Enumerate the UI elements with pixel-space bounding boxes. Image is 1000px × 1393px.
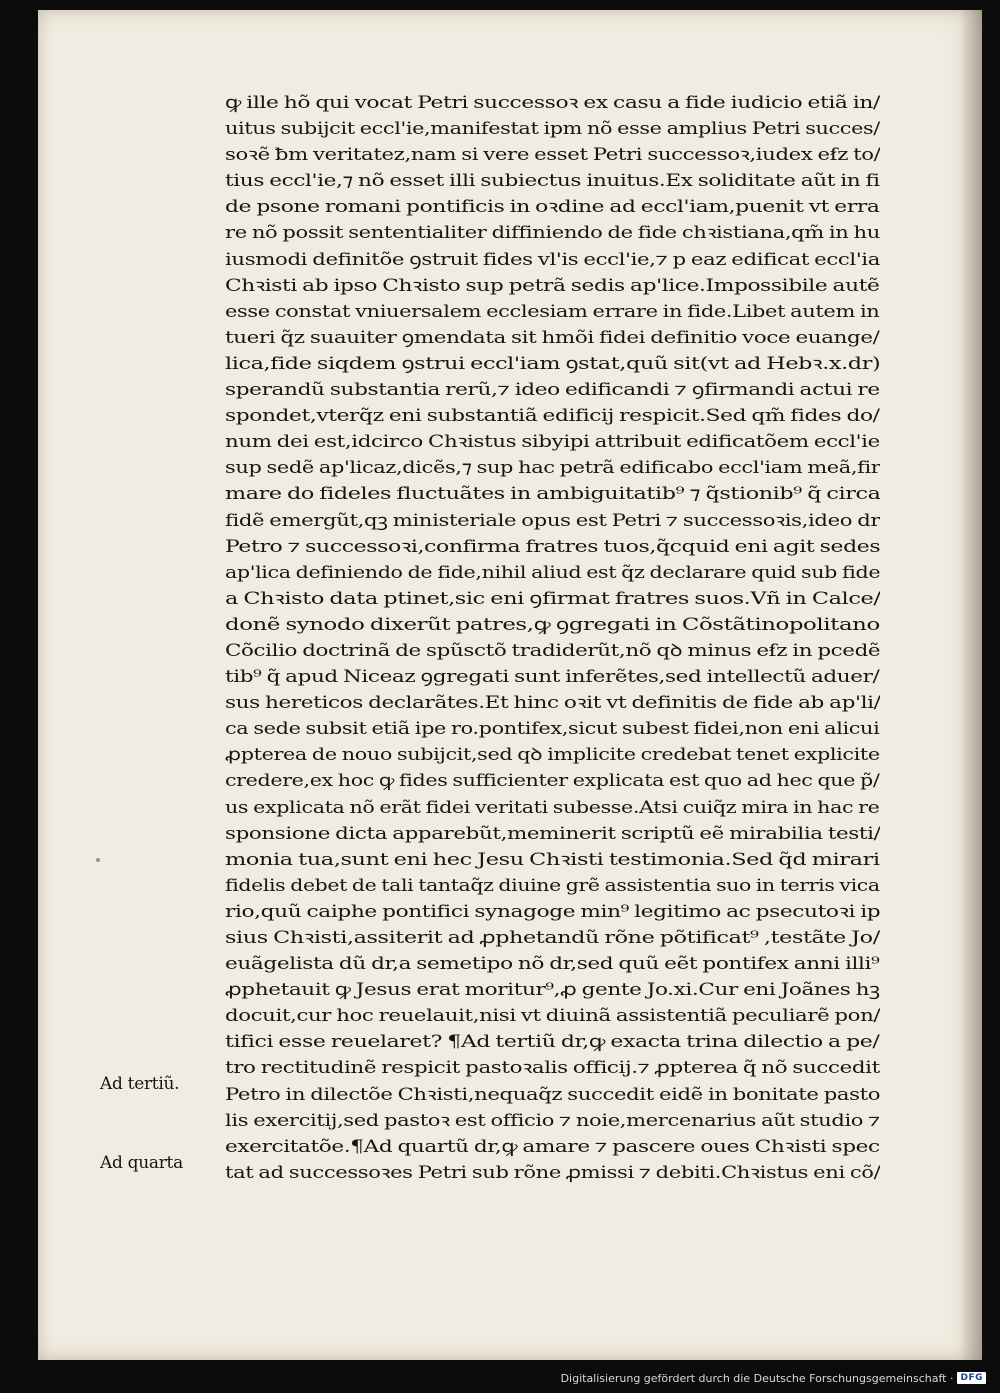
text-line: de psone romani pontificis in oꝛdine ad eccl'iam,puenit vt erra — [225, 197, 880, 218]
text-line: Petro ⁊ successoꝛi,confirma fratres tuos,q̃cquid eni agit sedes — [225, 536, 880, 557]
text-line: Petro in dilectõe Chꝛisti,nequaq̃z succedit eidẽ in bonitate pasto — [225, 1084, 880, 1105]
text-line: docuit,cur hoc reuelauit,nisi vt diuinã assistentiã peculiarẽ pon/ — [225, 1006, 880, 1027]
text-line: credere,ex hoc ꝙ fides sufficienter explicata est quo ad hec que p̃/ — [225, 771, 880, 792]
margin-note-ad-quartum: Ad quarta — [100, 1153, 183, 1173]
text-line: num dei est,idcirco Chꝛistus sibyipi attribuit edificatõem eccl'ie — [225, 432, 880, 453]
text-line: ca sede subsit etiã ipe ro.pontifex,sicut subest fidei,non eni alicui — [225, 719, 880, 740]
text-line: sponsione dicta apparebũt,meminerit scriptũ eẽ mirabilia testi/ — [225, 823, 880, 844]
text-line: exercitatõe.¶Ad quartũ dr,ꝙ amare ⁊ pascere oues Chꝛisti spec — [225, 1136, 880, 1157]
text-line: spondet,vterq̃z eni substantiã edificij respicit.Sed qm̃ fides do/ — [225, 406, 880, 427]
text-line: esse constat vniuersalem ecclesiam errare in fide.Libet autem in — [225, 301, 880, 322]
paper-speck — [96, 858, 100, 862]
text-line: sus hereticos declarãtes.Et hinc oꝛit vt definitis de fide ab ap'li/ — [225, 693, 880, 714]
text-line: tat ad successoꝛes Petri sub rõne ꝓmissi ⁊ debiti.Chꝛistus eni cõ/ — [225, 1162, 880, 1183]
text-line: ap'lica definiendo de fide,nihil aliud est q̃z declarare quid sub fide — [225, 562, 880, 583]
text-line: tueri q̃z suauiter ꝯmendata sit hmõi fidei definitio voce euange/ — [225, 327, 880, 348]
text-line: monia tua,sunt eni hec Jesu Chꝛisti testimonia.Sed q̃d mirari — [225, 849, 880, 870]
footer-credit-text: Digitalisierung gefördert durch die Deutsche Forschungsgemeinschaft · — [560, 1371, 954, 1385]
text-line: sius Chꝛisti,assiterit ad ꝓphetandũ rõne põtificat⁹ ,testãte Jo/ — [225, 928, 880, 948]
text-line: tius eccl'ie,⁊ nõ esset illi subiectus inuitus.Ex soliditate aũt in fi — [225, 171, 880, 192]
text-line: ꝓphetauit ꝙ Jesus erat moritur⁹,ꝓ gente Jo.xi.Cur eni Joãnes hꝫ — [225, 980, 880, 1001]
text-line: ꝓpterea de nouo subijcit,sed qꝺ implicite credebat tenet explicite — [225, 745, 880, 766]
text-line: mare do fideles fluctuãtes in ambiguitatib⁹ ⁊ q̃stionib⁹ q̃ circa — [225, 484, 880, 505]
text-line: soꝛẽ ƀm veritatez,nam si vere esset Petri successoꝛ,iudex eẜz to/ — [225, 145, 880, 166]
text-line: Cõcilio doctrinã de spũsctõ tradiderũt,nõ qꝺ minus eẜz in pcedẽ — [225, 640, 880, 661]
text-line: ꝙ ille hõ qui vocat Petri successoꝛ ex casu a fide iudicio etiã in/ — [225, 93, 880, 113]
text-line: fidẽ emergũt,qꝫ ministeriale opus est Petri ⁊ successoꝛis,ideo dr — [225, 510, 880, 531]
margin-note-ad-tertium: Ad tertiũ. — [100, 1074, 180, 1094]
text-line: sup sedẽ ap'licaz,dicẽs,⁊ sup hac petrã edificabo eccl'iam meã,fir — [225, 458, 880, 479]
text-line: donẽ synodo dixerũt patres,ꝙ ꝯgregati in Cõstãtinopolitano — [225, 614, 880, 635]
text-line: tib⁹ q̃ apud Niceaz ꝯgregati sunt inferẽtes,sed intellectũ aduer/ — [225, 667, 880, 688]
page-gutter-shadow — [960, 10, 982, 1360]
text-line: Chꝛisti ab ipso Chꝛisto sup petrã sedis ap'lice.Impossibile autẽ — [225, 275, 880, 296]
text-line: a Chꝛisto data ptinet,sic eni ꝯfirmat fratres suos.Vñ in Calce/ — [225, 588, 880, 609]
text-line: lica,fide siqdem ꝯstrui eccl'iam ꝯstat,quũ sit(vt ad Hebꝛ.x.dr) — [225, 353, 880, 374]
dfg-logo: DFG — [957, 1372, 986, 1384]
text-line: euãgelista dũ dr,a semetipo nõ dr,sed quũ eẽt pontifex anni illi⁹ — [225, 954, 880, 975]
text-line: rio,quũ caiphe pontifici synagoge min⁹ legitimo ac psecutoꝛi ip — [225, 901, 880, 922]
text-line: tifici esse reuelaret? ¶Ad tertiũ dr,ꝙ exacta trina dilectio a pe/ — [225, 1032, 880, 1053]
text-line: uitus subijcit eccl'ie,manifestat ipm nõ esse amplius Petri succes/ — [225, 119, 880, 140]
text-line: sperandũ substantia rerũ,⁊ ideo edificandi ⁊ ꝯfirmandi actui re — [225, 380, 880, 401]
text-line: re nõ possit sententialiter diffiniendo de fide chꝛistiana,qm̃ in hu — [225, 223, 880, 244]
text-line: iusmodi definitõe ꝯstruit fides vl'is eccl'ie,⁊ p eaz edificat eccl'ia — [225, 249, 880, 270]
text-line: us explicata nõ erãt fidei veritati subesse.Atsi cuiq̃z mira in hac re — [225, 797, 880, 818]
digitization-footer — [561, 1367, 986, 1389]
text-line: lis exercitij,sed pastoꝛ est officio ⁊ noie,mercenarius aũt studio ⁊ — [225, 1110, 880, 1131]
text-line: fidelis debet de tali tantaq̃z diuine grẽ assistentia suo in terris vica — [225, 875, 880, 896]
main-text-block — [225, 90, 880, 1186]
text-line: tro rectitudinẽ respicit pastoꝛalis officij.⁊ ꝓpterea q̃ nõ succedit — [225, 1058, 880, 1079]
